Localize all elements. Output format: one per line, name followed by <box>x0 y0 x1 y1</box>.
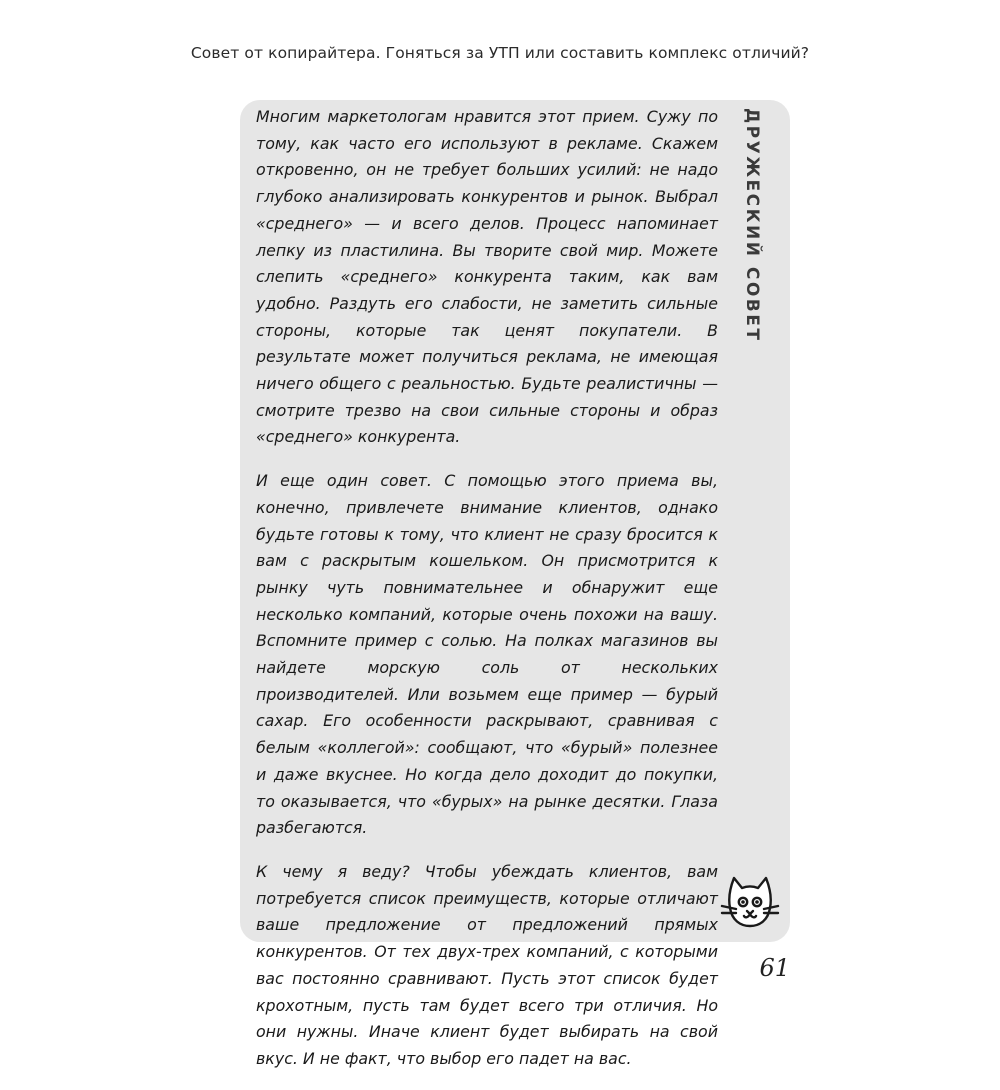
tip-paragraph-2: И еще один совет. С помощью этого приема вы, конечно, привлечете внимание клиентов, однако будьте готовы к тому, что клиент не сразу бросится к вам с раскрытым кошельком. Он присмотрится к рынку чуть повнимательнее и обнаружит еще несколько компаний, которые очень похожи на вашу. Вспомните пример с солью. На полках магазинов вы найдете морскую соль от нескольких производителей. Или возьмем еще пример — бурый сахар. Его особенности раскрывают, сравнивая с белым «коллегой»: сообщают, что «бурый» полезнее и даже вкуснее. Но когда дело доходит до покупки, то оказывается, что «бурых» на рынке десятки. Глаза разбегаются. <box>256 471 718 838</box>
friendly-tip-side-label <box>732 108 772 343</box>
tip-paragraph-3: К чему я веду? Чтобы убеждать клиентов, вам потребуется список преимуществ, которые отличают ваше предложение от предложений прямых конкурентов. От тех двух-трех компаний, с которыми вас постоянно сравнивают. Пусть этот список будет крохотным, пусть там будет всего три отличия. Но они нужны. Иначе клиент будет выбирать на свой вкус. И не факт, что выбор его падет на вас. <box>256 861 718 1068</box>
page-number: 61 <box>759 954 790 982</box>
tip-paragraph-1: Многим маркетологам нравится этот прием. Сужу по тому, как часто его используют в рекламе. Скажем откровенно, он не требует больших усилий: не надо глубоко анализировать конкурентов и рынок. Выбрал «среднего» — и всего делов. Процесс напоминает лепку из пластилина. Вы творите свой мир. Можете слепить «среднего» конкурента таким, как вам удобно. Раздуть его слабости, не заметить сильные стороны, которые так ценят покупатели. В результате может получиться реклама, не имеющая ничего общего с реальностью. Будьте реалистичны — смотрите трезво на свои сильные стороны и образ «среднего» конкурента. <box>256 107 718 447</box>
side-label-text: ДРУЖЕСКИЙ СОВЕТ <box>742 108 762 343</box>
friendly-tip-body <box>256 104 718 1090</box>
cat-icon <box>718 868 782 932</box>
running-header-title: Совет от копирайтера. Гоняться за УТП или составить комплекс отличий? <box>190 44 810 62</box>
